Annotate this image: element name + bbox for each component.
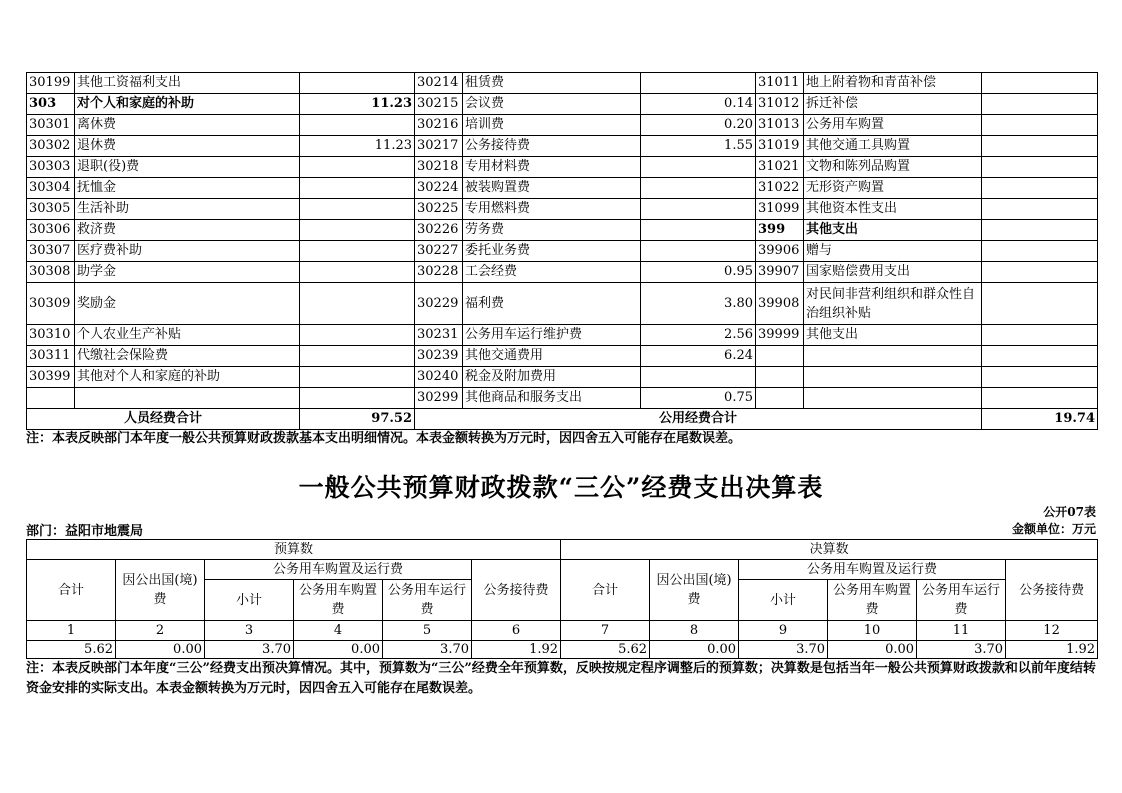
item-name-cell: 其他资本性支出 — [804, 199, 982, 220]
table-row — [27, 325, 1098, 346]
amount-cell — [982, 220, 1098, 241]
item-name-cell: 公务用车购置 — [804, 115, 982, 136]
item-name-cell: 其他支出 — [804, 220, 982, 241]
column-index-cell: 6 — [472, 621, 561, 641]
table-row — [27, 367, 1098, 388]
code-cell: 30311 — [27, 346, 75, 367]
amount-cell — [982, 346, 1098, 367]
item-name-cell: 拆迁补偿 — [804, 94, 982, 115]
amount-cell: 6.24 — [641, 346, 756, 367]
three-public-expenses-table — [26, 539, 1098, 659]
budget-purchase-header: 公务用车购置费 — [294, 580, 383, 621]
item-name-cell: 救济费 — [75, 220, 300, 241]
amount-cell: 3.70 — [205, 641, 294, 659]
budget-vehicle-header: 公务用车购置及运行费 — [205, 560, 472, 580]
code-cell: 30216 — [415, 115, 463, 136]
item-name-cell: 其他对个人和家庭的补助 — [75, 367, 300, 388]
public-total-value: 19.74 — [982, 409, 1098, 430]
item-name-cell: 助学金 — [75, 262, 300, 283]
item-name-cell: 公务接待费 — [463, 136, 641, 157]
amount-cell: 0.00 — [828, 641, 917, 659]
item-name-cell: 福利费 — [463, 283, 641, 325]
item-name-cell: 代缴社会保险费 — [75, 346, 300, 367]
code-cell: 39999 — [756, 325, 804, 346]
code-cell: 30302 — [27, 136, 75, 157]
table-row — [27, 115, 1098, 136]
code-cell — [27, 388, 75, 409]
code-cell: 30218 — [415, 157, 463, 178]
code-cell: 30215 — [415, 94, 463, 115]
item-name-cell: 抚恤金 — [75, 178, 300, 199]
personnel-total-value: 97.52 — [300, 409, 415, 430]
item-name-cell: 培训费 — [463, 115, 641, 136]
code-cell: 39907 — [756, 262, 804, 283]
code-cell: 39906 — [756, 241, 804, 262]
final-abroad-header: 因公出国(境)费 — [650, 560, 739, 621]
amount-cell — [982, 73, 1098, 94]
amount-cell — [982, 94, 1098, 115]
amount-cell — [300, 241, 415, 262]
amount-cell — [641, 178, 756, 199]
code-cell: 30227 — [415, 241, 463, 262]
column-index-cell: 3 — [205, 621, 294, 641]
code-cell: 30301 — [27, 115, 75, 136]
amount-cell — [982, 325, 1098, 346]
code-cell: 39908 — [756, 283, 804, 325]
item-name-cell: 无形资产购置 — [804, 178, 982, 199]
item-name-cell: 生活补助 — [75, 199, 300, 220]
code-cell: 31013 — [756, 115, 804, 136]
item-name-cell: 其他工资福利支出 — [75, 73, 300, 94]
code-cell: 30231 — [415, 325, 463, 346]
item-name-cell: 其他支出 — [804, 325, 982, 346]
amount-cell — [982, 283, 1098, 325]
table-row — [27, 220, 1098, 241]
item-name-cell: 退休费 — [75, 136, 300, 157]
code-cell: 30239 — [415, 346, 463, 367]
item-name-cell: 个人农业生产补贴 — [75, 325, 300, 346]
table-row — [27, 346, 1098, 367]
item-name-cell: 租赁费 — [463, 73, 641, 94]
table-row — [27, 199, 1098, 220]
item-name-cell: 税金及附加费用 — [463, 367, 641, 388]
final-operation-header: 公务用车运行费 — [917, 580, 1006, 621]
amount-cell — [300, 262, 415, 283]
final-total-header: 合计 — [561, 560, 650, 621]
code-cell: 30303 — [27, 157, 75, 178]
amount-cell — [300, 199, 415, 220]
budget-reception-header: 公务接待费 — [472, 560, 561, 621]
column-index-cell: 9 — [739, 621, 828, 641]
column-index-cell: 7 — [561, 621, 650, 641]
amount-cell — [300, 283, 415, 325]
public-total-label: 公用经费合计 — [415, 409, 982, 430]
table-row — [27, 241, 1098, 262]
budget-subtotal-header: 小计 — [205, 580, 294, 621]
budget-operation-header: 公务用车运行费 — [383, 580, 472, 621]
values-row — [27, 641, 1098, 659]
unit-label: 金额单位：万元 — [1011, 522, 1096, 536]
amount-cell: 5.62 — [27, 641, 116, 659]
column-index-cell: 5 — [383, 621, 472, 641]
table-row — [27, 388, 1098, 409]
amount-cell: 5.62 — [561, 641, 650, 659]
code-cell: 30308 — [27, 262, 75, 283]
header-row-2 — [27, 560, 1098, 580]
column-index-cell: 12 — [1006, 621, 1098, 641]
amount-cell — [300, 178, 415, 199]
amount-cell — [982, 241, 1098, 262]
code-cell — [756, 388, 804, 409]
amount-cell: 1.92 — [1006, 641, 1098, 659]
code-cell: 31021 — [756, 157, 804, 178]
code-cell: 30299 — [415, 388, 463, 409]
amount-cell — [982, 367, 1098, 388]
budget-abroad-header: 因公出国(境)费 — [116, 560, 205, 621]
final-reception-header: 公务接待费 — [1006, 560, 1098, 621]
code-cell: 30304 — [27, 178, 75, 199]
item-name-cell: 专用燃料费 — [463, 199, 641, 220]
item-name-cell: 离休费 — [75, 115, 300, 136]
table-row — [27, 178, 1098, 199]
budget-header: 预算数 — [27, 540, 561, 560]
table-row — [27, 157, 1098, 178]
item-name-cell: 公务用车运行维护费 — [463, 325, 641, 346]
amount-cell — [300, 157, 415, 178]
item-name-cell: 专用材料费 — [463, 157, 641, 178]
amount-cell: 0.00 — [116, 641, 205, 659]
final-subtotal-header: 小计 — [739, 580, 828, 621]
code-cell: 30225 — [415, 199, 463, 220]
budget-total-header: 合计 — [27, 560, 116, 621]
amount-cell — [982, 157, 1098, 178]
code-cell: 30214 — [415, 73, 463, 94]
code-cell: 30217 — [415, 136, 463, 157]
amount-cell — [641, 199, 756, 220]
amount-cell — [300, 388, 415, 409]
amount-cell — [300, 115, 415, 136]
amount-cell: 0.20 — [641, 115, 756, 136]
amount-cell — [982, 178, 1098, 199]
code-cell: 31011 — [756, 73, 804, 94]
item-name-cell: 被装购置费 — [463, 178, 641, 199]
item-name-cell: 其他交通工具购置 — [804, 136, 982, 157]
amount-cell — [300, 325, 415, 346]
code-cell: 30309 — [27, 283, 75, 325]
code-cell: 30306 — [27, 220, 75, 241]
amount-cell — [641, 367, 756, 388]
amount-cell: 3.80 — [641, 283, 756, 325]
final-header: 决算数 — [561, 540, 1098, 560]
column-index-cell: 10 — [828, 621, 917, 641]
header-row-1 — [27, 540, 1098, 560]
item-name-cell: 对民间非营利组织和群众性自治组织补贴 — [804, 283, 982, 325]
column-index-cell: 2 — [116, 621, 205, 641]
table-row — [27, 94, 1098, 115]
table-row — [27, 73, 1098, 94]
department-label: 部门：益阳市地震局 — [26, 524, 144, 539]
amount-cell: 0.75 — [641, 388, 756, 409]
amount-cell: 0.00 — [650, 641, 739, 659]
amount-cell — [982, 199, 1098, 220]
personnel-total-label: 人员经费合计 — [27, 409, 300, 430]
code-cell: 31022 — [756, 178, 804, 199]
code-cell: 30305 — [27, 199, 75, 220]
table-row — [27, 136, 1098, 157]
table-row — [27, 262, 1098, 283]
amount-cell: 11.23 — [300, 136, 415, 157]
table2-note: 注：本表反映部门本年度“三公”经费支出预决算情况。其中，预算数为“三公”经费全年预算数，反映按规定程序调整后的预算数；决算数是包括当年一般公共预算财政拨款和以前年度结转资金安排的实际支出。本表金额转换为万元时，因四舍五入可能存在尾数误差。 — [26, 661, 1096, 696]
expenditure-detail-table — [26, 72, 1098, 430]
amount-cell — [641, 157, 756, 178]
amount-cell: 3.70 — [739, 641, 828, 659]
item-name-cell: 对个人和家庭的补助 — [75, 94, 300, 115]
form-number: 公开07表 — [1043, 505, 1096, 519]
index-row — [27, 621, 1098, 641]
item-name-cell — [75, 388, 300, 409]
code-cell: 31099 — [756, 199, 804, 220]
code-cell: 31019 — [756, 136, 804, 157]
code-cell: 30224 — [415, 178, 463, 199]
item-name-cell: 会议费 — [463, 94, 641, 115]
code-cell: 30199 — [27, 73, 75, 94]
column-index-cell: 11 — [917, 621, 1006, 641]
item-name-cell: 国家赔偿费用支出 — [804, 262, 982, 283]
column-index-cell: 8 — [650, 621, 739, 641]
amount-cell: 1.55 — [641, 136, 756, 157]
amount-cell — [300, 367, 415, 388]
amount-cell — [300, 73, 415, 94]
item-name-cell: 文物和陈列品购置 — [804, 157, 982, 178]
item-name-cell: 奖励金 — [75, 283, 300, 325]
amount-cell: 3.70 — [383, 641, 472, 659]
amount-cell — [982, 115, 1098, 136]
code-cell: 399 — [756, 220, 804, 241]
amount-cell — [641, 220, 756, 241]
item-name-cell: 其他商品和服务支出 — [463, 388, 641, 409]
code-cell: 31012 — [756, 94, 804, 115]
item-name-cell: 其他交通费用 — [463, 346, 641, 367]
amount-cell — [641, 73, 756, 94]
table-row — [27, 283, 1098, 325]
amount-cell: 0.00 — [294, 641, 383, 659]
code-cell: 30399 — [27, 367, 75, 388]
code-cell: 30310 — [27, 325, 75, 346]
amount-cell — [300, 346, 415, 367]
item-name-cell: 工会经费 — [463, 262, 641, 283]
amount-cell: 11.23 — [300, 94, 415, 115]
item-name-cell: 赠与 — [804, 241, 982, 262]
item-name-cell — [804, 367, 982, 388]
code-cell: 30226 — [415, 220, 463, 241]
amount-cell — [982, 388, 1098, 409]
totals-row — [27, 409, 1098, 430]
item-name-cell: 退职(役)费 — [75, 157, 300, 178]
item-name-cell: 劳务费 — [463, 220, 641, 241]
amount-cell — [982, 262, 1098, 283]
final-vehicle-header: 公务用车购置及运行费 — [739, 560, 1006, 580]
column-index-cell: 1 — [27, 621, 116, 641]
page-title: 一般公共预算财政拨款“三公”经费支出决算表 — [298, 473, 824, 502]
column-index-cell: 4 — [294, 621, 383, 641]
amount-cell: 0.95 — [641, 262, 756, 283]
code-cell: 303 — [27, 94, 75, 115]
final-purchase-header: 公务用车购置费 — [828, 580, 917, 621]
item-name-cell: 医疗费补助 — [75, 241, 300, 262]
amount-cell: 3.70 — [917, 641, 1006, 659]
amount-cell — [300, 220, 415, 241]
code-cell: 30228 — [415, 262, 463, 283]
item-name-cell: 委托业务费 — [463, 241, 641, 262]
amount-cell — [641, 241, 756, 262]
amount-cell: 0.14 — [641, 94, 756, 115]
amount-cell: 1.92 — [472, 641, 561, 659]
item-name-cell — [804, 388, 982, 409]
code-cell — [756, 346, 804, 367]
table1-note: 注：本表反映部门本年度一般公共预算财政拨款基本支出明细情况。本表金额转换为万元时，因四舍五入可能存在尾数误差。 — [26, 431, 742, 446]
code-cell: 30307 — [27, 241, 75, 262]
amount-cell: 2.56 — [641, 325, 756, 346]
code-cell: 30240 — [415, 367, 463, 388]
item-name-cell: 地上附着物和青苗补偿 — [804, 73, 982, 94]
item-name-cell — [804, 346, 982, 367]
amount-cell — [982, 136, 1098, 157]
code-cell — [756, 367, 804, 388]
code-cell: 30229 — [415, 283, 463, 325]
